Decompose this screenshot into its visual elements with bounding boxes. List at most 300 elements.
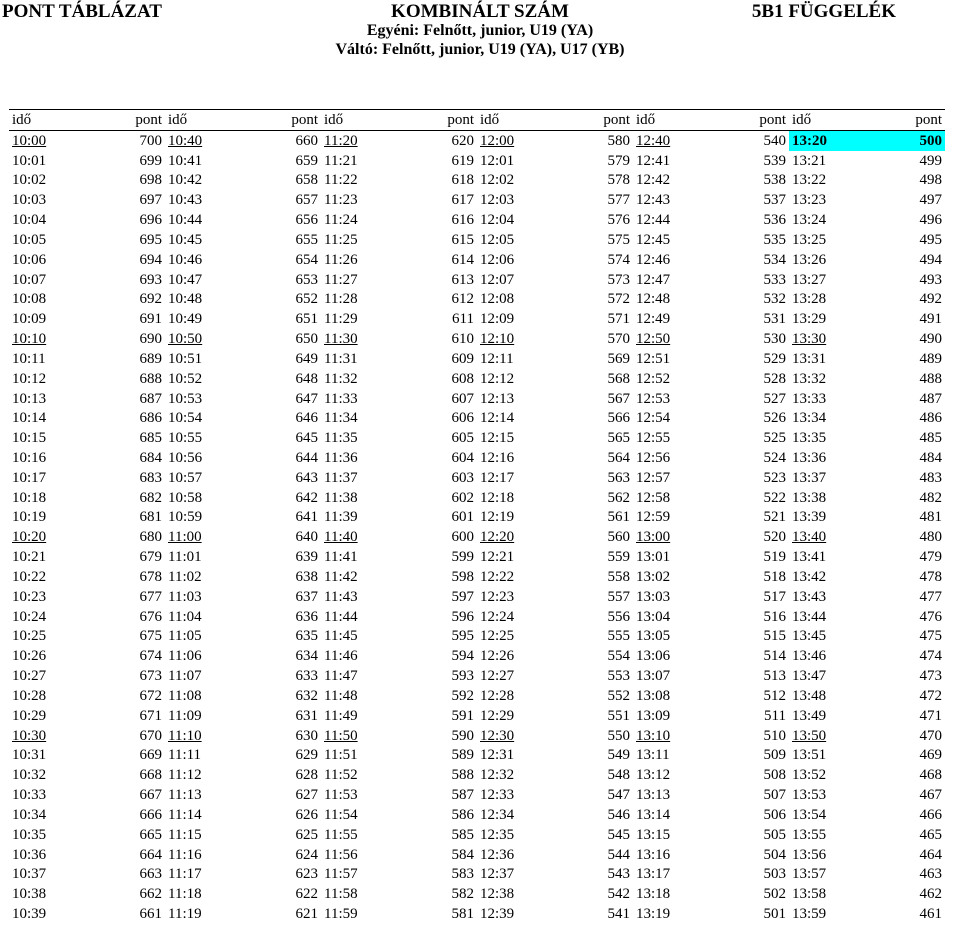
points-cell: 511 xyxy=(764,707,786,724)
points-cell: 490 xyxy=(919,331,942,348)
time-cell: 13:07 xyxy=(636,668,671,685)
points-cell: 680 xyxy=(139,529,162,546)
time-cell: 10:11 xyxy=(12,350,46,367)
points-cell: 628 xyxy=(295,767,318,784)
points-cell: 474 xyxy=(919,648,942,665)
points-cell: 611 xyxy=(452,311,474,328)
table-row xyxy=(9,627,945,647)
points-cell: 647 xyxy=(295,390,318,407)
time-cell: 13:03 xyxy=(636,588,671,605)
time-cell: 13:58 xyxy=(792,886,827,903)
time-cell: 11:53 xyxy=(324,787,358,804)
time-cell: 13:36 xyxy=(792,449,827,466)
points-cell: 479 xyxy=(919,549,942,566)
points-cell: 577 xyxy=(607,192,630,209)
points-cell: 673 xyxy=(139,668,162,685)
time-cell: 10:09 xyxy=(12,311,47,328)
points-cell: 547 xyxy=(607,787,630,804)
header-center-title: KOMBINÁLT SZÁM xyxy=(391,1,569,22)
time-cell: 13:08 xyxy=(636,687,671,704)
points-cell: 537 xyxy=(763,192,786,209)
time-cell: 11:16 xyxy=(168,846,202,863)
time-cell: 10:05 xyxy=(12,231,47,248)
time-cell: 10:17 xyxy=(12,469,47,486)
points-cell: 669 xyxy=(139,747,162,764)
time-cell: 12:05 xyxy=(480,231,515,248)
time-cell: 12:42 xyxy=(636,172,671,189)
time-cell: 10:21 xyxy=(12,549,47,566)
points-cell: 495 xyxy=(919,231,942,248)
points-table xyxy=(9,109,945,924)
time-cell: 10:32 xyxy=(12,767,47,784)
time-cell: 12:02 xyxy=(480,172,515,189)
points-cell: 654 xyxy=(295,251,318,268)
points-cell: 649 xyxy=(295,350,318,367)
points-cell: 600 xyxy=(451,529,474,546)
points-cell: 564 xyxy=(607,449,630,466)
points-cell: 606 xyxy=(451,410,474,427)
points-cell: 604 xyxy=(451,449,474,466)
time-cell: 10:51 xyxy=(168,350,203,367)
time-cell: 10:03 xyxy=(12,192,47,209)
time-cell: 11:10 xyxy=(168,727,202,744)
time-cell: 12:29 xyxy=(480,707,515,724)
time-cell: 12:32 xyxy=(480,767,515,784)
points-cell: 661 xyxy=(139,906,162,923)
time-cell: 13:45 xyxy=(792,628,827,645)
points-cell: 587 xyxy=(451,787,474,804)
time-cell: 11:19 xyxy=(168,906,202,923)
time-cell: 11:26 xyxy=(324,251,358,268)
time-cell: 12:16 xyxy=(480,449,515,466)
points-cell: 614 xyxy=(451,251,474,268)
time-cell: 12:38 xyxy=(480,886,515,903)
time-cell: 13:48 xyxy=(792,687,827,704)
table-row xyxy=(9,329,945,349)
time-cell: 12:54 xyxy=(636,410,671,427)
points-cell: 636 xyxy=(295,608,318,625)
points-cell: 471 xyxy=(919,707,942,724)
time-cell: 12:18 xyxy=(480,489,515,506)
points-cell: 679 xyxy=(139,549,162,566)
time-cell: 12:59 xyxy=(636,509,671,526)
points-cell: 635 xyxy=(295,628,318,645)
points-cell: 637 xyxy=(295,588,318,605)
points-cell: 485 xyxy=(919,430,942,447)
points-cell: 663 xyxy=(139,866,162,883)
time-cell: 11:36 xyxy=(324,449,358,466)
points-cell: 683 xyxy=(139,469,162,486)
points-cell: 546 xyxy=(607,806,630,823)
points-cell: 624 xyxy=(295,846,318,863)
time-cell: 10:31 xyxy=(12,747,47,764)
points-cell: 644 xyxy=(295,449,318,466)
table-row xyxy=(9,389,945,409)
points-cell: 595 xyxy=(451,628,474,645)
time-cell: 12:52 xyxy=(636,370,671,387)
time-cell: 13:46 xyxy=(792,648,827,665)
points-cell: 609 xyxy=(451,350,474,367)
time-cell: 12:57 xyxy=(636,469,671,486)
time-cell: 11:22 xyxy=(324,172,358,189)
points-cell: 532 xyxy=(763,291,786,308)
time-cell: 11:00 xyxy=(168,529,202,546)
points-cell: 469 xyxy=(919,747,942,764)
points-cell: 584 xyxy=(451,846,474,863)
time-cell: 10:19 xyxy=(12,509,47,526)
time-cell: 11:27 xyxy=(324,271,358,288)
time-cell: 12:15 xyxy=(480,430,515,447)
points-cell: 528 xyxy=(763,370,786,387)
time-cell: 11:13 xyxy=(168,787,202,804)
points-cell: 651 xyxy=(295,311,318,328)
points-cell: 583 xyxy=(451,866,474,883)
points-cell: 660 xyxy=(295,132,318,149)
table-row xyxy=(9,884,945,904)
time-cell: 13:54 xyxy=(792,806,827,823)
time-cell: 13:43 xyxy=(792,588,827,605)
time-cell: 11:02 xyxy=(168,568,202,585)
points-cell: 655 xyxy=(295,231,318,248)
time-cell: 12:00 xyxy=(480,132,515,149)
table-row xyxy=(9,230,945,250)
time-cell: 13:15 xyxy=(636,826,671,843)
points-cell: 586 xyxy=(451,806,474,823)
points-cell: 682 xyxy=(139,489,162,506)
points-cell: 529 xyxy=(763,350,786,367)
time-cell: 13:31 xyxy=(792,350,827,367)
points-cell: 507 xyxy=(763,787,786,804)
time-cell: 13:33 xyxy=(792,390,827,407)
points-cell: 510 xyxy=(763,727,786,744)
time-cell: 11:51 xyxy=(324,747,358,764)
time-cell: 13:56 xyxy=(792,846,827,863)
points-cell: 566 xyxy=(607,410,630,427)
table-row xyxy=(9,726,945,746)
points-cell: 466 xyxy=(919,806,942,823)
time-cell: 10:35 xyxy=(12,826,47,843)
points-cell: 525 xyxy=(763,430,786,447)
table-row xyxy=(9,250,945,270)
points-cell: 558 xyxy=(607,568,630,585)
time-cell: 10:46 xyxy=(168,251,203,268)
points-cell: 658 xyxy=(295,172,318,189)
points-cell: 578 xyxy=(607,172,630,189)
points-cell: 548 xyxy=(607,767,630,784)
points-cell: 642 xyxy=(295,489,318,506)
time-cell: 13:53 xyxy=(792,787,827,804)
time-cell: 11:40 xyxy=(324,529,358,546)
table-row xyxy=(9,151,945,171)
points-cell: 675 xyxy=(139,628,162,645)
points-cell: 597 xyxy=(451,588,474,605)
points-cell: 684 xyxy=(139,449,162,466)
time-cell: 12:07 xyxy=(480,271,515,288)
table-row xyxy=(9,448,945,468)
time-cell: 10:36 xyxy=(12,846,47,863)
table-row xyxy=(9,607,945,627)
points-cell: 627 xyxy=(295,787,318,804)
time-cell: 12:55 xyxy=(636,430,671,447)
header-points-col-1: pont xyxy=(228,110,321,131)
points-cell: 690 xyxy=(139,331,162,348)
time-cell: 12:33 xyxy=(480,787,515,804)
time-cell: 11:33 xyxy=(324,390,358,407)
points-cell: 531 xyxy=(763,311,786,328)
header-time-col-5: idő xyxy=(789,110,852,131)
points-cell: 493 xyxy=(919,271,942,288)
time-cell: 10:15 xyxy=(12,430,47,447)
points-cell: 674 xyxy=(139,648,162,665)
points-cell: 494 xyxy=(919,251,942,268)
table-row xyxy=(9,270,945,290)
points-cell: 610 xyxy=(451,331,474,348)
points-cell: 515 xyxy=(763,628,786,645)
points-cell: 599 xyxy=(451,549,474,566)
time-cell: 13:23 xyxy=(792,192,827,209)
time-cell: 10:26 xyxy=(12,648,47,665)
time-cell: 13:19 xyxy=(636,906,671,923)
time-cell: 11:32 xyxy=(324,370,358,387)
points-cell: 688 xyxy=(139,370,162,387)
time-cell: 13:30 xyxy=(792,331,827,348)
points-cell: 552 xyxy=(607,687,630,704)
points-cell: 667 xyxy=(139,787,162,804)
time-cell: 12:28 xyxy=(480,687,515,704)
time-cell: 11:47 xyxy=(324,668,358,685)
points-cell: 543 xyxy=(607,866,630,883)
time-cell: 11:37 xyxy=(324,469,358,486)
time-cell: 10:29 xyxy=(12,707,47,724)
points-cell: 591 xyxy=(451,707,474,724)
points-cell: 615 xyxy=(451,231,474,248)
points-cell: 619 xyxy=(451,152,474,169)
time-cell: 13:02 xyxy=(636,568,671,585)
table-header-row xyxy=(9,110,945,131)
time-cell: 12:17 xyxy=(480,469,515,486)
points-cell: 572 xyxy=(607,291,630,308)
points-cell: 687 xyxy=(139,390,162,407)
points-cell: 530 xyxy=(763,331,786,348)
points-cell: 560 xyxy=(607,529,630,546)
time-cell: 12:04 xyxy=(480,212,515,229)
header-points-col-5: pont xyxy=(852,110,945,131)
time-cell: 11:34 xyxy=(324,410,358,427)
points-cell: 696 xyxy=(139,212,162,229)
points-cell: 625 xyxy=(295,826,318,843)
time-cell: 13:44 xyxy=(792,608,827,625)
points-cell: 567 xyxy=(607,390,630,407)
time-cell: 10:00 xyxy=(12,132,47,149)
points-cell: 551 xyxy=(607,707,630,724)
time-cell: 12:27 xyxy=(480,668,515,685)
time-cell: 11:56 xyxy=(324,846,358,863)
points-cell: 602 xyxy=(451,489,474,506)
subtitle-individual: Egyéni: Felnőtt, junior, U19 (YA) xyxy=(366,22,594,39)
points-cell: 671 xyxy=(139,707,162,724)
points-cell: 646 xyxy=(295,410,318,427)
time-cell: 13:04 xyxy=(636,608,671,625)
time-cell: 11:42 xyxy=(324,568,358,585)
time-cell: 12:35 xyxy=(480,826,515,843)
points-cell: 653 xyxy=(295,271,318,288)
time-cell: 13:12 xyxy=(636,767,671,784)
points-cell: 509 xyxy=(763,747,786,764)
time-cell: 12:37 xyxy=(480,866,515,883)
time-cell: 10:44 xyxy=(168,212,203,229)
time-cell: 11:20 xyxy=(324,132,358,149)
points-cell: 605 xyxy=(451,430,474,447)
points-cell: 487 xyxy=(919,390,942,407)
time-cell: 11:23 xyxy=(324,192,358,209)
time-cell: 11:52 xyxy=(324,767,358,784)
time-cell: 13:14 xyxy=(636,806,671,823)
points-cell: 631 xyxy=(295,707,318,724)
points-cell: 580 xyxy=(607,132,630,149)
points-cell: 497 xyxy=(919,192,942,209)
time-cell: 10:34 xyxy=(12,806,47,823)
points-cell: 685 xyxy=(139,430,162,447)
time-cell: 12:49 xyxy=(636,311,671,328)
table-row xyxy=(9,646,945,666)
time-cell: 10:58 xyxy=(168,489,203,506)
points-cell: 465 xyxy=(919,826,942,843)
points-cell: 676 xyxy=(139,608,162,625)
points-cell: 541 xyxy=(607,906,630,923)
time-cell: 10:14 xyxy=(12,410,47,427)
time-cell: 11:48 xyxy=(324,687,358,704)
table-row xyxy=(9,428,945,448)
points-cell: 492 xyxy=(919,291,942,308)
time-cell: 13:17 xyxy=(636,866,671,883)
points-cell: 556 xyxy=(607,608,630,625)
time-cell: 12:48 xyxy=(636,291,671,308)
points-cell: 539 xyxy=(763,152,786,169)
time-cell: 12:50 xyxy=(636,331,671,348)
header-points-col-3: pont xyxy=(540,110,633,131)
points-cell: 523 xyxy=(763,469,786,486)
points-cell: 545 xyxy=(607,826,630,843)
time-cell: 11:17 xyxy=(168,866,202,883)
points-cell: 622 xyxy=(295,886,318,903)
table-row xyxy=(9,210,945,230)
time-cell: 12:03 xyxy=(480,192,515,209)
points-cell: 700 xyxy=(139,132,162,149)
time-cell: 10:57 xyxy=(168,469,203,486)
points-cell: 461 xyxy=(919,906,942,923)
time-cell: 13:13 xyxy=(636,787,671,804)
time-cell: 10:53 xyxy=(168,390,203,407)
points-cell: 527 xyxy=(763,390,786,407)
time-cell: 11:29 xyxy=(324,311,358,328)
points-cell: 503 xyxy=(763,866,786,883)
table-row xyxy=(9,547,945,567)
points-cell: 470 xyxy=(919,727,942,744)
points-cell: 657 xyxy=(295,192,318,209)
time-cell: 13:26 xyxy=(792,251,827,268)
points-cell: 542 xyxy=(607,886,630,903)
points-cell: 590 xyxy=(451,727,474,744)
table-row xyxy=(9,369,945,389)
table-row xyxy=(9,904,945,924)
time-cell: 12:40 xyxy=(636,132,671,149)
time-cell: 13:28 xyxy=(792,291,827,308)
points-cell: 640 xyxy=(295,529,318,546)
time-cell: 12:36 xyxy=(480,846,515,863)
points-cell: 563 xyxy=(607,469,630,486)
time-cell: 11:21 xyxy=(324,152,358,169)
time-cell: 13:55 xyxy=(792,826,827,843)
points-cell: 478 xyxy=(919,568,942,585)
points-cell: 554 xyxy=(607,648,630,665)
points-cell: 500 xyxy=(852,130,945,150)
time-cell: 10:02 xyxy=(12,172,47,189)
time-cell: 10:55 xyxy=(168,430,203,447)
time-cell: 12:26 xyxy=(480,648,515,665)
time-cell: 10:24 xyxy=(12,608,47,625)
points-cell: 596 xyxy=(451,608,474,625)
points-cell: 579 xyxy=(607,152,630,169)
header-right-title: 5B1 FÜGGELÉK xyxy=(751,1,896,22)
time-cell: 13:06 xyxy=(636,648,671,665)
points-cell: 681 xyxy=(139,509,162,526)
points-cell: 626 xyxy=(295,806,318,823)
points-cell: 634 xyxy=(295,648,318,665)
time-cell: 11:45 xyxy=(324,628,358,645)
time-cell: 10:42 xyxy=(168,172,203,189)
points-cell: 593 xyxy=(451,668,474,685)
header-points-col-0: pont xyxy=(72,110,165,131)
points-cell: 629 xyxy=(295,747,318,764)
time-cell: 12:10 xyxy=(480,331,515,348)
table-row xyxy=(9,686,945,706)
time-cell: 13:24 xyxy=(792,212,827,229)
points-cell: 694 xyxy=(139,251,162,268)
points-cell: 632 xyxy=(295,687,318,704)
points-cell: 693 xyxy=(139,271,162,288)
points-cell: 672 xyxy=(139,687,162,704)
table-row xyxy=(9,527,945,547)
points-cell: 486 xyxy=(919,410,942,427)
time-cell: 12:22 xyxy=(480,568,515,585)
points-cell: 475 xyxy=(919,628,942,645)
points-cell: 598 xyxy=(451,568,474,585)
time-cell: 12:31 xyxy=(480,747,515,764)
points-cell: 519 xyxy=(763,549,786,566)
time-cell: 12:39 xyxy=(480,906,515,923)
time-cell: 12:08 xyxy=(480,291,515,308)
points-cell: 568 xyxy=(607,370,630,387)
points-cell: 516 xyxy=(763,608,786,625)
time-cell: 13:00 xyxy=(636,529,671,546)
time-cell: 11:38 xyxy=(324,489,358,506)
time-cell: 13:32 xyxy=(792,370,827,387)
time-cell: 11:24 xyxy=(324,212,358,229)
points-cell: 512 xyxy=(763,687,786,704)
points-cell: 535 xyxy=(763,231,786,248)
points-cell: 576 xyxy=(607,212,630,229)
points-cell: 473 xyxy=(919,668,942,685)
table-row xyxy=(9,845,945,865)
time-cell: 13:27 xyxy=(792,271,827,288)
points-cell: 692 xyxy=(139,291,162,308)
points-cell: 570 xyxy=(607,331,630,348)
time-cell: 13:42 xyxy=(792,568,827,585)
points-cell: 506 xyxy=(763,806,786,823)
points-cell: 533 xyxy=(763,271,786,288)
table-row xyxy=(9,408,945,428)
time-cell: 13:21 xyxy=(792,152,827,169)
